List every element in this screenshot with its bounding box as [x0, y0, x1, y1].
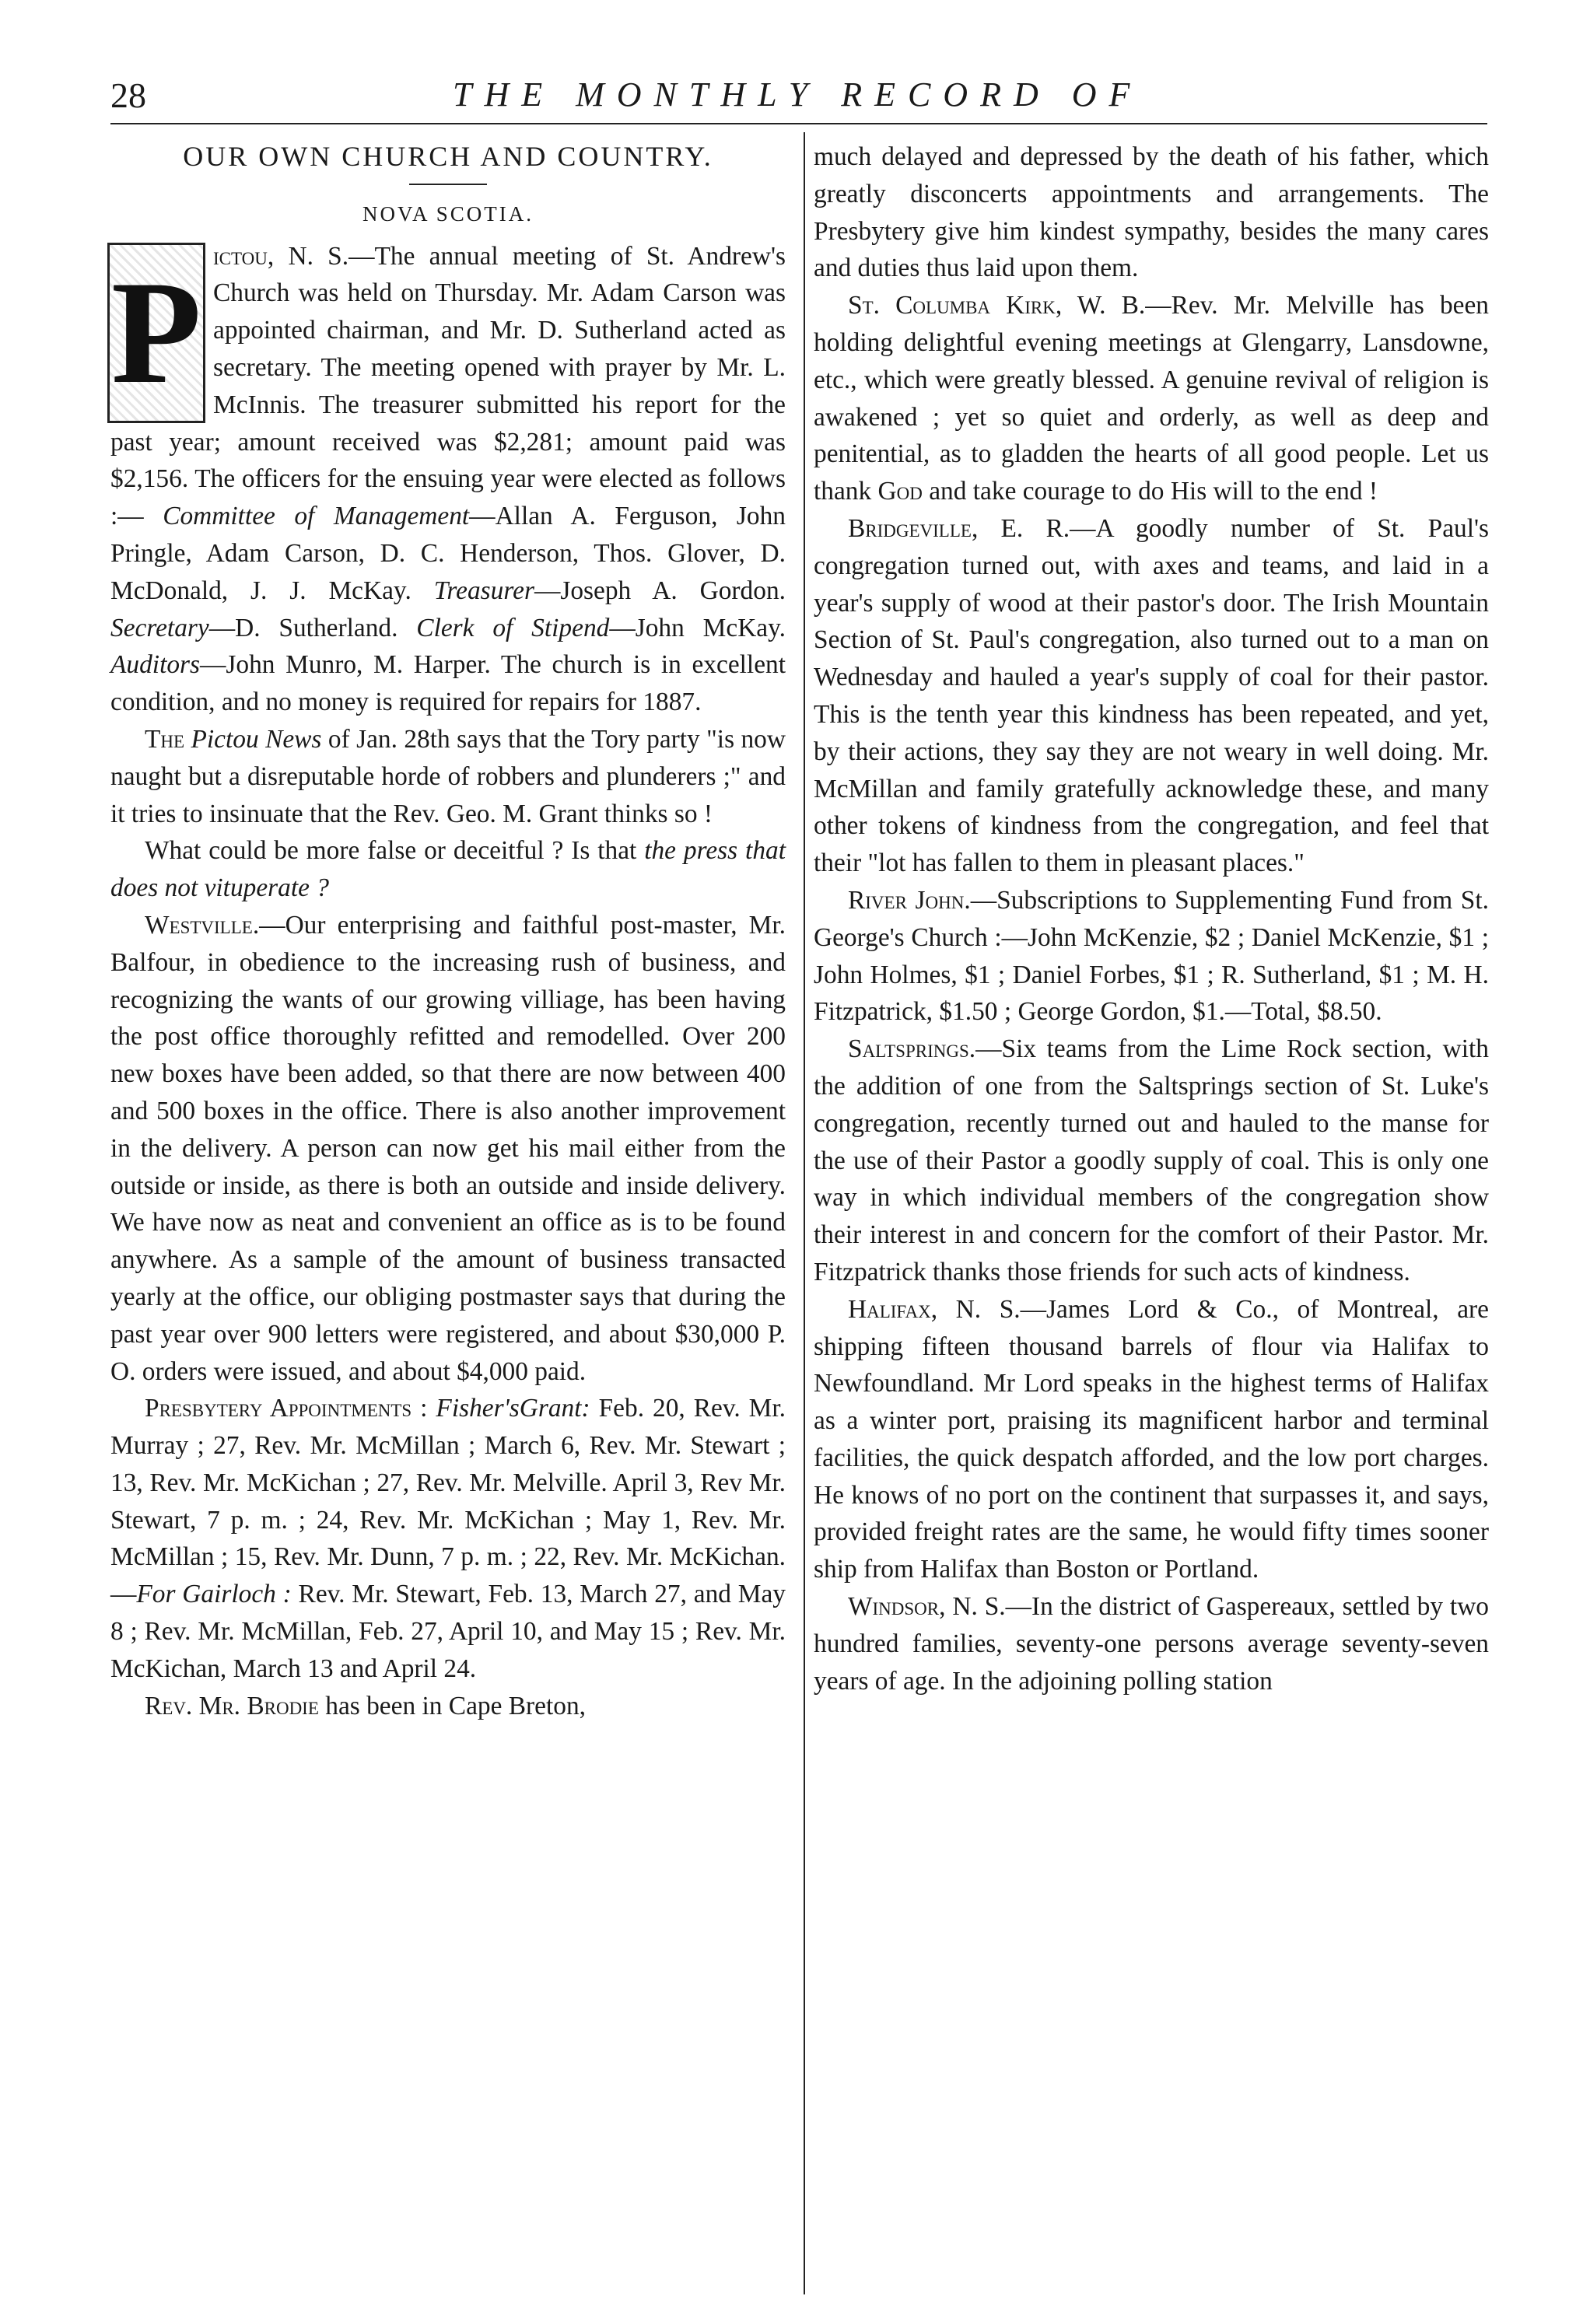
article-heading: Rev. Mr. Brodie: [145, 1691, 319, 1720]
article-brodie-continued: [814, 138, 1489, 287]
article-brodie: [110, 1688, 786, 1725]
newspaper-title: Pictou News: [191, 724, 322, 754]
place-label: Fisher'sGrant:: [436, 1394, 590, 1423]
title-rule: [409, 184, 487, 185]
article-text: W. B.—Rev. Mr. Melville has been holding delightful evening meetings at Glengarry, Lansdowne, etc., which were greatly blessed. A genuine revival of religion is awakened ; yet so quiet and orderly, as well as deep and penitential, as to gladden the hearts of all good people. Let us thank: [814, 291, 1489, 506]
left-column: [110, 138, 786, 1724]
article-heading: St. Columba Kirk,: [848, 291, 1063, 320]
article-text: Rev. Mr. Stewart, Feb. 13, March 27, and May 8 ; Rev. Mr. McMillan, Feb. 27, April 10, and May 15 ; Rev. Mr. McKichan, March 13 and April 24.: [110, 1580, 786, 1683]
article-heading: Windsor,: [848, 1592, 946, 1622]
article-question: [110, 832, 786, 907]
article-st-columba: [814, 287, 1489, 510]
running-title: THE MONTHLY RECORD OF: [453, 75, 1143, 114]
drop-cap-ornament: [107, 243, 205, 423]
page-number: 28: [110, 75, 146, 115]
article-text: —Subscriptions to Supplementing Fund from St. George's Church :—John McKenzie, $2 ; Daniel McKenzie, $1 ; John Holmes, $1 ; Daniel Forbes, $1 ; R. Sutherland, $1 ; M. H. Fitzpatrick, $1.50 ; George Gordon, $1.—Total, $8.50.: [814, 885, 1489, 1027]
article-text: What could be more false or deceitful ? Is that: [145, 836, 645, 866]
header-rule: [110, 123, 1487, 124]
article-heading: River John.: [848, 885, 971, 915]
drop-cap-letter: P: [110, 250, 202, 415]
article-pictou-news: [110, 721, 786, 832]
article-presbytery-appointments: [110, 1390, 786, 1687]
article-windsor: [814, 1588, 1489, 1699]
office-label: Treasurer: [433, 576, 534, 605]
article-text: —John Munro, M. Harper. The church is in excellent condition, and no money is required for repairs for 1887.: [110, 650, 786, 717]
article-river-john: [814, 882, 1489, 1031]
article-text: —Allan A. Ferguson, John Pringle, Adam Carson, D. C. Henderson, Thos. Glover, D. McDonald, J. J. McKay.: [110, 502, 786, 605]
place-label: For Gairloch :: [136, 1580, 292, 1609]
office-label: Clerk of Stipend: [416, 613, 610, 642]
section-subhead: NOVA SCOTIA.: [362, 201, 534, 226]
article-heading: Bridgeville,: [848, 513, 979, 543]
article-text: has been in Cape Breton,: [318, 1691, 586, 1720]
article-heading: Halifax,: [848, 1294, 938, 1324]
article-text: much delayed and depressed by the death of his father, which greatly disconcerts appointments and arrangements. The Presbytery give him kindest sympathy, besides the many cares and duties thus laid upon them.: [814, 142, 1489, 283]
column-divider: [804, 132, 805, 2294]
article-pictou: [110, 238, 786, 721]
article-text: —D. Sutherland.: [208, 613, 417, 642]
article-text: of Jan. 28th says that the Tory party "is now naught but a disreputable horde of robbers and plunderers ;" and it tries to insinuate that the Rev. Geo. M. Grant thinks so !: [110, 724, 786, 828]
office-label: Secretary: [110, 613, 209, 642]
article-god: God: [877, 477, 923, 506]
article-text: N. S.—James Lord & Co., of Montreal, are shipping fifteen thousand barrels of flour via Halifax to Newfoundland. Mr Lord speaks in the highest terms of Halifax as a winter port, praising its magnificent harbor and terminal facilities, the quick despatch afforded, and the low port charges. He knows of no port on the continent that surpasses it, and says, provided freight rates are the same, he would fifty times sooner ship from Halifax than Boston or Portland.: [814, 1294, 1489, 1584]
article-text: N. S.—In the district of Gaspereaux, settled by two hundred families, seventy-one persons average seventy-seven years of age. In the adjoining polling station: [814, 1592, 1489, 1696]
article-text: —Joseph A. Gordon.: [534, 576, 786, 605]
article-text: —The annual meeting of St. Andrew's Church was held on Thursday. Mr. Adam Carson was appointed chairman, and Mr. D. Sutherland acted as secretary. The meeting opened with prayer by Mr. L. McInnis. The treasurer submitted his report for the past year; amount received was $2,281; amount paid was $2,156. The officers for the ensuing year were elected as follows :—: [110, 241, 786, 531]
office-label: Committee of Management: [163, 502, 470, 531]
article-italic: the press that does not vituperate ?: [110, 836, 786, 903]
section-title: OUR OWN CHURCH AND COUNTRY.: [183, 141, 713, 172]
article-text: —Six teams from the Lime Rock section, with the addition of one from the Saltsprings section of St. Luke's congregation, recently turned out and hauled to the manse for the use of their Pastor a goodly supply of coal. This is only one way in which individual members of the congregation show their interest in and concern for the comfort of their Pastor. Mr. Fitzpatrick thanks those friends for such acts of kindness.: [814, 1034, 1489, 1286]
page-header: [110, 75, 1487, 121]
office-label: Auditors: [110, 650, 201, 680]
article-westville: [110, 907, 786, 1390]
article-text: E. R.—A goodly number of St. Paul's congregation turned out, with axes and teams, and laid in a year's supply of wood at their pastor's door. The Irish Mountain Section of St. Paul's congregation, also turned out to a man on Wednesday and hauled a year's supply of coal for their pastor. This is the tenth year this kindness has been repeated, and yet, by their actions, they say they are not weary in well doing. Mr. McMillan and family gratefully acknowledge these, and many other tokens of kindness from the congregation, and feel that their "lot has fallen to them in pleasant places.": [814, 513, 1489, 878]
article-text: Feb. 20, Rev. Mr. Murray ; 27, Rev. Mr. McMillan ; March 6, Rev. Mr. Stewart ; 13, Rev. Mr. McKichan ; 27, Rev. Mr. Melville. April 3, Rev Mr. Stewart, 7 p. m. ; 24, Rev. Mr. McKichan ; May 1, Rev. Mr. McMillan ; 15, Rev. Mr. Dunn, 7 p. m. ; 22, Rev. Mr. McKichan.—: [110, 1394, 786, 1609]
article-halifax: [814, 1291, 1489, 1588]
article-text: —Our enterprising and faithful post-master, Mr. Balfour, in obedience to the increasing rush of business, and recognizing the wants of our growing villiage, has been having the post office thoroughly refitted and remodelled. Over 200 new boxes have been added, so that there are now between 400 and 500 boxes in the office. There is also another improvement in the delivery. A person can now get his mail either from the outside or inside, as there is both an outside and inside delivery. We have now as neat and convenient an office as is to be found anywhere. As a sample of the amount of business transacted yearly at the office, our obliging postmaster says that during the past year over 900 letters were registered, and about $30,000 P. O. orders were issued, and about $4,000 paid.: [110, 910, 786, 1386]
article-bridgeville: [814, 510, 1489, 882]
article-lead: The: [145, 724, 191, 754]
article-text: —John McKay.: [609, 613, 786, 642]
right-column: [814, 138, 1489, 1699]
article-heading: Westville.: [145, 910, 260, 940]
article-heading: Presbytery Appointments :: [145, 1394, 436, 1423]
article-heading: Saltsprings.: [848, 1034, 976, 1064]
article-text: and take courage to do His will to the end !: [922, 477, 1378, 506]
article-saltsprings: [814, 1031, 1489, 1291]
article-heading: ictou, N. S.: [213, 241, 349, 271]
